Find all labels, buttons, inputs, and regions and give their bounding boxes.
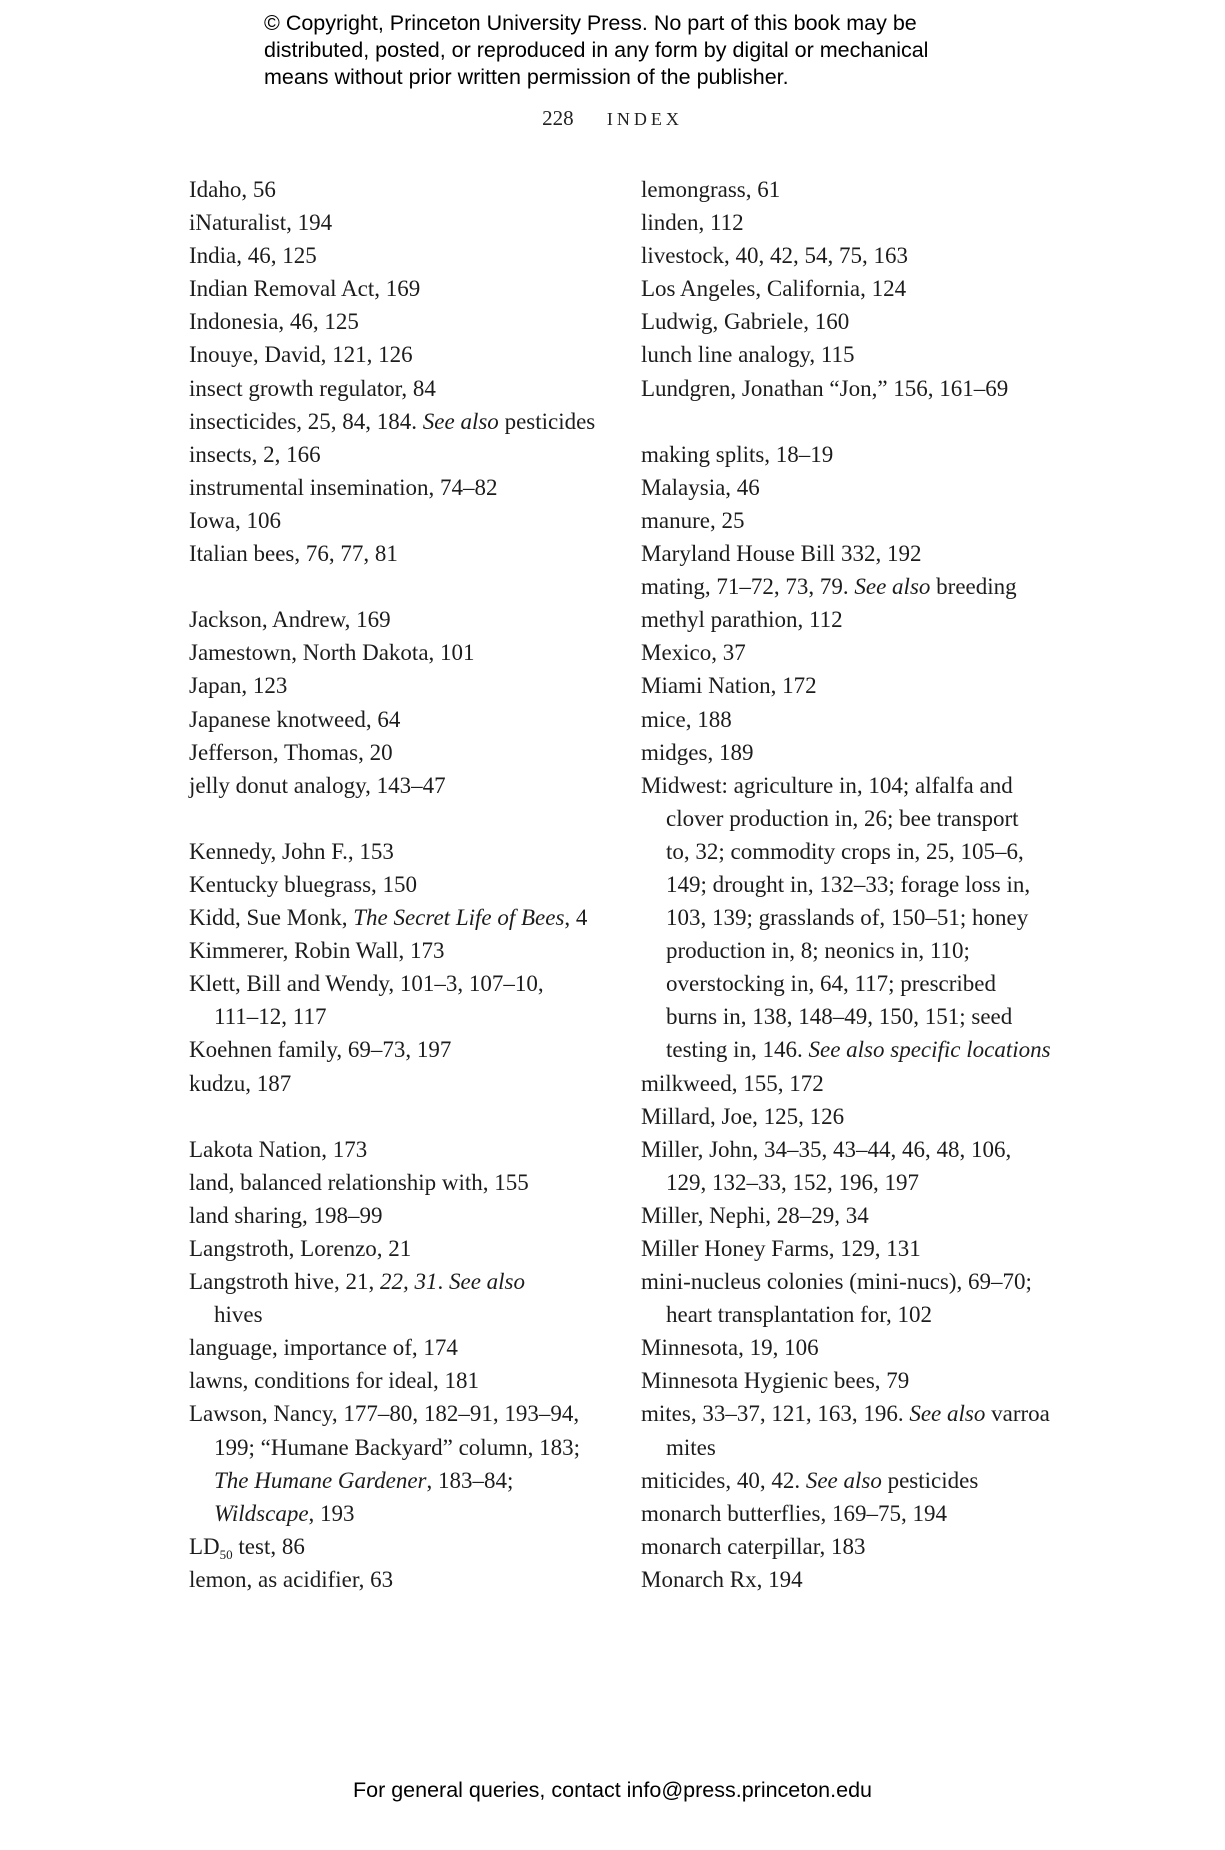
index-entry: livestock, 40, 42, 54, 75, 163: [641, 243, 909, 269]
index-entry: Lawson, Nancy, 177–80, 182–91, 193–94,: [189, 1401, 580, 1427]
index-entry: Midwest: agriculture in, 104; alfalfa and: [641, 772, 1013, 798]
index-entry: monarch caterpillar, 183: [641, 1533, 866, 1559]
index-entry: lunch line analogy, 115: [641, 342, 855, 368]
copyright-line: distributed, posted, or reproduced in any form by digital or mechanical: [264, 38, 929, 62]
index-column-right: [641, 173, 1061, 1596]
index-entry: Inouye, David, 121, 126: [189, 342, 413, 368]
index-entry: Miller, Nephi, 28–29, 34: [641, 1202, 869, 1228]
index-column-left: [189, 173, 609, 1596]
index-entry-continued: burns in, 138, 148–49, 150, 151; seed: [666, 1004, 1013, 1030]
index-entry: instrumental insemination, 74–82: [189, 474, 498, 500]
index-entry: Jefferson, Thomas, 20: [189, 739, 393, 765]
section-gap: [641, 405, 1061, 438]
index-entry: Ludwig, Gabriele, 160: [641, 309, 850, 335]
index-entry: Idaho, 56: [189, 177, 276, 202]
index-entry: mice, 188: [641, 706, 732, 732]
index-entry: Malaysia, 46: [641, 474, 760, 500]
index-entry: jelly donut analogy, 143–47: [189, 772, 446, 798]
index-entry: iNaturalist, 194: [189, 210, 333, 236]
index-entry: insect growth regulator, 84: [189, 375, 436, 401]
index-entry: language, importance of, 174: [189, 1335, 458, 1361]
index-entry: monarch butterflies, 169–75, 194: [641, 1500, 947, 1526]
index-entry: Miami Nation, 172: [641, 673, 817, 699]
index-entry: midges, 189: [641, 739, 754, 765]
copyright-line: means without prior written permission of the publisher.: [264, 65, 789, 89]
footer-contact: For general queries, contact info@press.princeton.edu: [352, 1778, 872, 1802]
index-entry: making splits, 18–19: [641, 441, 834, 467]
index-entry: mating, 71–72, 73, 79. See also breeding: [641, 574, 1017, 600]
index-entry: Langstroth hive, 21, 22, 31. See also: [189, 1269, 526, 1295]
index-entry: Kimmerer, Robin Wall, 173: [189, 938, 445, 964]
index-entry: Koehnen family, 69–73, 197: [189, 1037, 452, 1063]
copyright-notice: [264, 10, 1024, 91]
running-head: [0, 106, 1225, 131]
index-entry: Monarch Rx, 194: [641, 1566, 803, 1592]
section-gap: [189, 802, 609, 835]
index-entry: Jamestown, North Dakota, 101: [189, 640, 475, 666]
index-entry: insecticides, 25, 84, 184. See also pesticides: [189, 408, 596, 434]
index-entry: insects, 2, 166: [189, 441, 321, 467]
index-entry: Lundgren, Jonathan “Jon,” 156, 161–69: [641, 375, 1009, 401]
index-entry: India, 46, 125: [189, 243, 317, 269]
index-entry: Miller, John, 34–35, 43–44, 46, 48, 106,: [641, 1136, 1012, 1162]
index-entry: $LD_{50}$ test, 86: [189, 1533, 305, 1562]
index-entry: kudzu, 187: [189, 1070, 292, 1096]
index-entry: Indian Removal Act, 169: [189, 276, 421, 302]
index-entry: Klett, Bill and Wendy, 101–3, 107–10,: [189, 971, 544, 997]
index-entry: Minnesota Hygienic bees, 79: [641, 1368, 910, 1394]
index-entry: Langstroth, Lorenzo, 21: [189, 1236, 412, 1261]
index-entry-continued: testing in, 146. See also specific locations: [666, 1037, 1051, 1063]
index-entry-continued: to, 32; commodity crops in, 25, 105–6,: [666, 838, 1024, 864]
index-entry: lemon, as acidifier, 63: [189, 1566, 394, 1592]
index-entry-continued: 111–12, 117: [214, 1004, 327, 1030]
index-entry: Japanese knotweed, 64: [189, 706, 401, 732]
index-entry: Indonesia, 46, 125: [189, 309, 359, 335]
index-entry-continued: mites: [666, 1434, 716, 1460]
index-entry: Kennedy, John F., 153: [189, 838, 394, 864]
index-entry-continued: 199; “Humane Backyard” column, 183;: [214, 1434, 580, 1460]
index-entry: land, balanced relationship with, 155: [189, 1169, 529, 1195]
index-entry: methyl parathion, 112: [641, 607, 843, 633]
index-entry: lawns, conditions for ideal, 181: [189, 1368, 480, 1394]
index-entry-continued: 129, 132–33, 152, 196, 197: [666, 1169, 919, 1195]
index-entry: Italian bees, 76, 77, 81: [189, 541, 398, 567]
index-entry: linden, 112: [641, 210, 744, 236]
index-entry: Lakota Nation, 173: [189, 1136, 368, 1162]
index-entry: Japan, 123: [189, 673, 288, 699]
index-entry-continued: 149; drought in, 132–33; forage loss in,: [666, 871, 1031, 897]
index-entry: Millard, Joe, 125, 126: [641, 1103, 845, 1129]
index-entry: manure, 25: [641, 507, 745, 533]
index-entry: milkweed, 155, 172: [641, 1070, 824, 1096]
index-entry: lemongrass, 61: [641, 177, 781, 202]
index-entry: mites, 33–37, 121, 163, 196. See also varroa: [641, 1401, 1050, 1427]
index-entry: Los Angeles, California, 124: [641, 276, 907, 302]
section-title: INDEX: [606, 109, 683, 129]
index-entry-continued: overstocking in, 64, 117; prescribed: [666, 971, 997, 997]
index-entry-continued: heart transplantation for, 102: [666, 1302, 933, 1328]
index-entry: Jackson, Andrew, 169: [189, 607, 391, 633]
index-entry: Mexico, 37: [641, 640, 746, 666]
index-entry: Iowa, 106: [189, 507, 281, 533]
index-entry: mini-nucleus colonies (mini-nucs), 69–70;: [641, 1269, 1032, 1295]
section-gap: [189, 570, 609, 603]
index-entry-continued: production in, 8; neonics in, 110;: [666, 938, 970, 964]
index-entry-continued: Wildscape, 193: [214, 1500, 355, 1526]
index-entry-continued: hives: [214, 1302, 263, 1328]
index-entry-continued: 103, 139; grasslands of, 150–51; honey: [666, 905, 1029, 931]
section-gap: [189, 1100, 609, 1133]
index-entry: Miller Honey Farms, 129, 131: [641, 1236, 921, 1261]
index-entry: Maryland House Bill 332, 192: [641, 541, 922, 567]
index-entry: miticides, 40, 42. See also pesticides: [641, 1467, 979, 1493]
index-entry: Minnesota, 19, 106: [641, 1335, 819, 1361]
copyright-line: © Copyright, Princeton University Press. No part of this book may be: [264, 11, 917, 35]
index-entry-continued: clover production in, 26; bee transport: [666, 805, 1019, 831]
index-entry: land sharing, 198–99: [189, 1202, 383, 1228]
page-number: 228: [542, 106, 574, 130]
index-entry: Kentucky bluegrass, 150: [189, 871, 418, 897]
index-entry: Kidd, Sue Monk, The Secret Life of Bees, 4: [189, 905, 588, 931]
index-entry-continued: The Humane Gardener, 183–84;: [214, 1467, 514, 1493]
